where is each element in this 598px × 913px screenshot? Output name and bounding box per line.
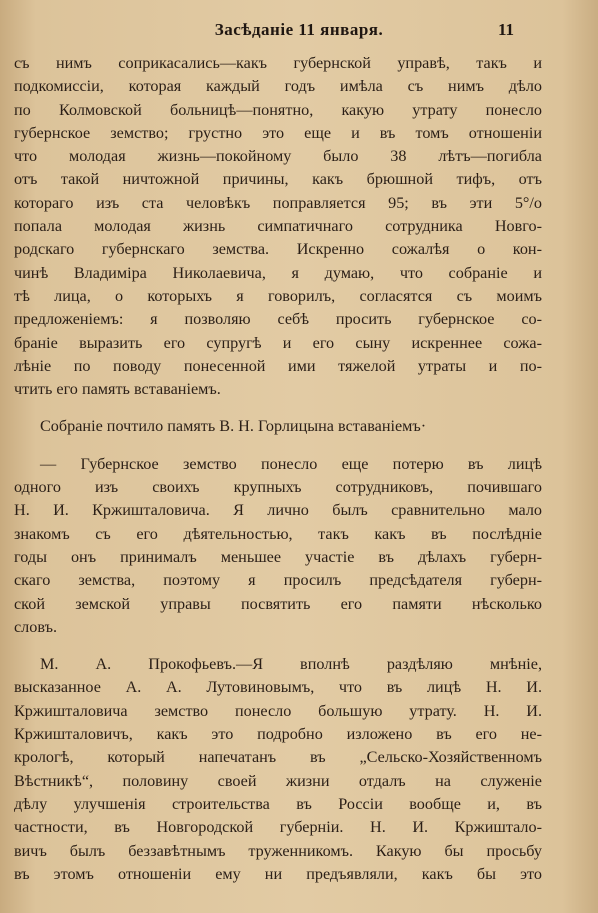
- text-line: родскаго губернскаго земства. Искренно сожалѣя о кон-: [14, 240, 542, 259]
- text-line: М. А. Прокофьевъ.—Я вполнѣ раздѣляю мнѣніе,: [40, 655, 542, 674]
- text-line: губернское земство; грустно это еще и въ томъ отношеніи: [14, 123, 542, 142]
- text-line: съ нимъ соприкасались—какъ губернской управѣ, такъ и: [14, 54, 542, 72]
- text-line: Кржишталовича земство понесло большую утрату. Н. И.: [14, 701, 542, 720]
- text-line: что молодая жизнь—покойному было 38 лѣтъ—погибла: [14, 147, 542, 166]
- page-number: 11: [497, 20, 514, 39]
- text-line: Вѣстникѣ“, половину своей жизни отдалъ на служеніе: [14, 771, 542, 790]
- text-line: — Губернское земство понесло еще потерю въ лицѣ: [40, 454, 542, 473]
- text-line: скаго земства, поэтому я просилъ предсѣдателя губерн-: [14, 571, 542, 590]
- body-text: [14, 52, 542, 886]
- text-line: Собраніе почтило память В. Н. Горлицына вставаніемъ·: [40, 417, 427, 436]
- text-line: по Колмовской больницѣ—понятно, какую утрату понесло: [14, 100, 542, 119]
- text-line: Н. И. Кржишталовича. Я лично былъ сравнительно мало: [14, 501, 542, 520]
- text-line: въ этомъ отношеніи ему ни предъявляли, какъ бы это: [14, 864, 542, 883]
- text-line: попала молодая жизнь симпатичнаго сотрудника Новго-: [14, 217, 542, 236]
- text-line: годы онъ принималъ меньшее участіе въ дѣлахъ губерн-: [14, 547, 542, 566]
- text-line: крологѣ, который напечатанъ въ „Сельско-Хозяйственномъ: [14, 748, 542, 767]
- text-line: чинѣ Владиміра Николаевича, я думаю, что собраніе и: [14, 263, 542, 282]
- text-line: котораго изъ ста человѣкъ поправляется 95; въ эти 5°/o: [14, 193, 542, 212]
- text-line: подкомиссіи, которая каждый годъ имѣла съ нимъ дѣло: [14, 77, 542, 96]
- text-line: ской земской управы посвятить его памяти нѣсколько: [14, 594, 542, 613]
- text-line: тѣ лица, о которыхъ я говорилъ, согласятся съ моимъ: [14, 286, 542, 305]
- paragraph-chairman-remark: [14, 453, 542, 639]
- text-line: частности, въ Новгородской губерніи. Н. И. Кржишталo-: [14, 818, 542, 837]
- text-line: одного изъ своихъ крупныхъ сотрудниковъ, почившаго: [14, 478, 542, 497]
- text-line: словъ.: [14, 617, 58, 636]
- paragraph-continuation: [14, 52, 542, 401]
- text-line: отъ такой ничтожной причины, какъ брюшной тифъ, отъ: [14, 170, 542, 189]
- text-line: чтить его память вставаніемъ.: [14, 380, 221, 399]
- text-line: вичъ былъ беззавѣтнымъ труженникомъ. Какую бы просьбу: [14, 841, 542, 860]
- text-line: предложеніемъ: я позволяю себѣ просить губернское со-: [14, 310, 542, 329]
- text-line: высказанное А. А. Лутовиновымъ, что въ лицѣ Н. И.: [14, 678, 542, 697]
- text-line: знакомъ съ его дѣятельностью, такъ какъ въ послѣдніе: [14, 524, 542, 543]
- running-title: Засѣданіе 11 января.: [214, 20, 384, 39]
- text-line: дѣлу улучшенія строительства въ Россіи вообще и, въ: [14, 794, 542, 813]
- paragraph-assembly-note: [14, 415, 542, 438]
- text-line: браніе выразить его супругѣ и его сыну искреннее сожа-: [14, 333, 542, 352]
- paragraph-prokofiev-speech: [14, 653, 542, 886]
- text-line: лѣніе по поводу понесенной ими тяжелой утраты и по-: [14, 356, 542, 375]
- text-line: Кржишталовичъ, какъ это подробно изложено въ его не-: [14, 725, 542, 744]
- running-head: [0, 20, 598, 44]
